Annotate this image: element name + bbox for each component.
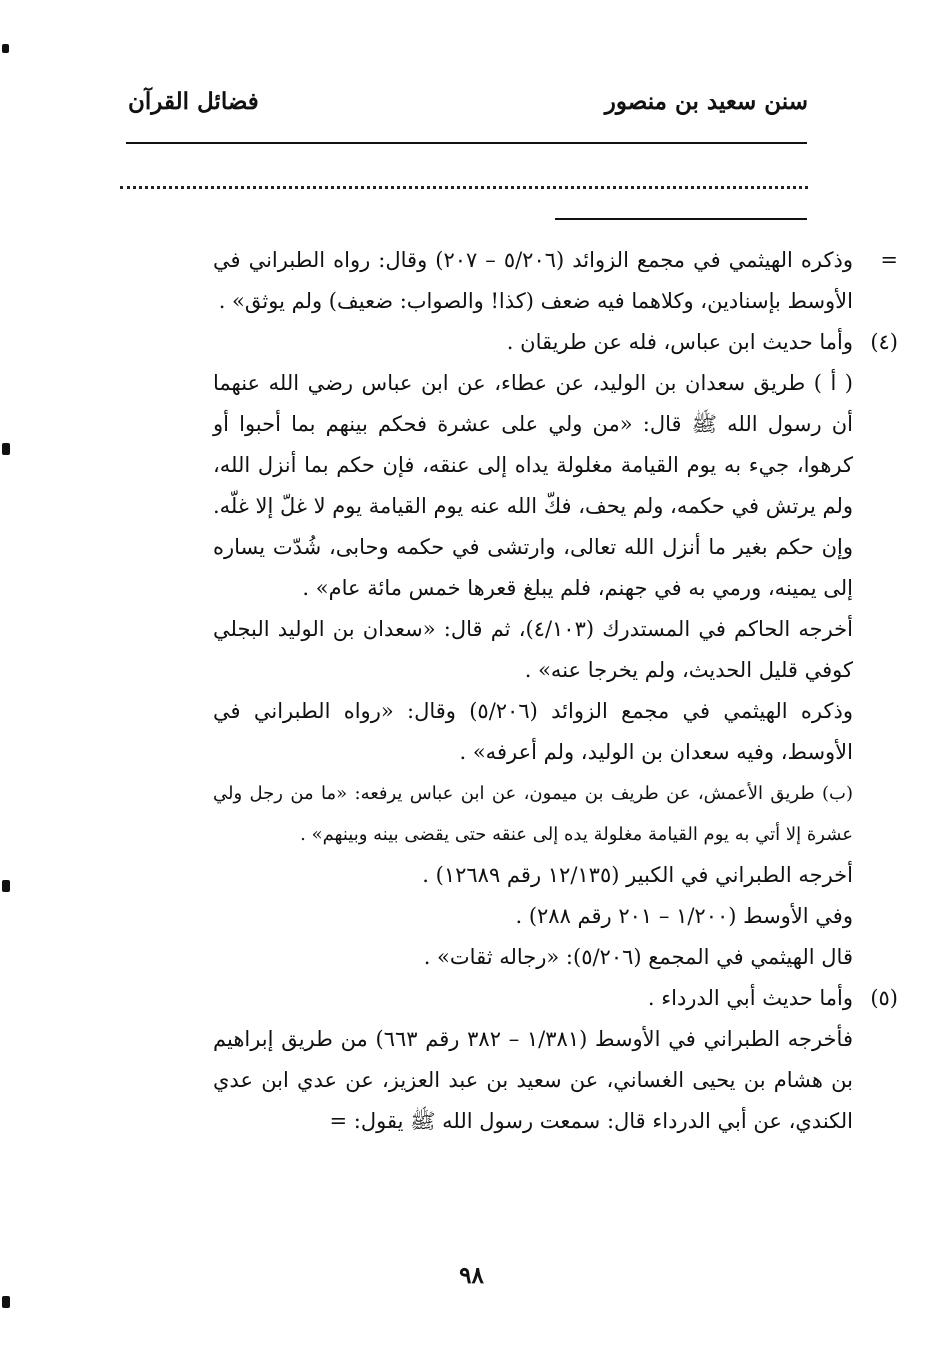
scan-mark-top [2,44,9,53]
paragraph-text: ( أ ) طريق سعدان بن الوليد، عن عطاء، عن ابن عباس رضي الله عنهما أن رسول الله ﷺ قال: «من ولي على عشرة فحكم بينهم بما أحبوا أو كرهوا، جيء به يوم القيامة مغلولة يداه إلى عنقه، فإن حكم بما أنزل الله، ولم يرتش في حكمه، ولم يحف، فكّ الله عنه يوم القيامة يوم لا غلّ إلا غلّه. وإن حكم بغير ما أنزل الله تعالى، وارتشى في حكمه وحابى، شُدّت يساره إلى يمينه، ورمي به في جهنم، فلم يبلغ قعرها خمس مائة عام» . [213,371,853,600]
scan-mark-bottom [2,1296,10,1308]
page-number: ٩٨ [459,1262,484,1289]
scan-mark-upper [2,443,10,455]
paragraph-text: وأما حديث ابن عباس، فله عن طريقان . [506,330,853,354]
paragraph-text: أخرجه الحاكم في المستدرك (٤/١٠٣)، ثم قال: «سعدان بن الوليد البجلي كوفي قليل الحديث، ولم يخرجا عنه» . [213,617,853,682]
paragraph-text: وأما حديث أبي الدرداء . [647,986,853,1010]
footnote-rule [555,218,807,220]
paragraph-text: وذكره الهيثمي في مجمع الزوائد (٥/٢٠٦ – ٢٠٧) وقال: رواه الطبراني في الأوسط بإسنادين، وكلاهما فيه ضعف (كذا! والصواب: ضعيف) ولم يوثق» . [213,248,853,313]
note-number-5: (٥) [870,986,898,1010]
continuation-marker: = [880,248,898,272]
paragraph-route-b [213,773,853,855]
dotted-separator [120,186,808,189]
paragraph-text: وفي الأوسط (١/٢٠٠ – ٢٠١ رقم ٢٨٨) . [515,904,853,928]
book-title: سنن سعيد بن منصور [604,88,808,115]
header-rule [126,142,807,144]
paragraph-text: (ب) طريق الأعمش، عن طريف بن ميمون، عن ابن عباس يرفعه: «ما من رجل ولي عشرة إلا أتي به يوم القيامة مغلولة يده إلى عنقه حتى يقضى بينه وبينهم» . [213,783,853,845]
paragraph-haythami-1 [213,691,853,773]
paragraph-awsat [213,896,853,937]
paragraph-abu-darda [213,1019,853,1142]
paragraph-continuation [213,240,898,322]
paragraph-text: قال الهيثمي في المجمع (٥/٢٠٦): «رجاله ثقات» . [423,945,853,969]
paragraph-tabarani-kabir [213,855,853,896]
page-header [120,88,808,128]
paragraph-text: أخرجه الطبراني في الكبير (١٢/١٣٥ رقم ١٢٦٨٩) . [422,863,853,887]
paragraph-note-4 [213,322,898,363]
paragraph-text: وذكره الهيثمي في مجمع الزوائد (٥/٢٠٦) وقال: «رواه الطبراني في الأوسط، وفيه سعدان بن الوليد، ولم أعرفه» . [213,699,853,764]
footnote-text [213,240,898,1142]
paragraph-haythami-2 [213,937,853,978]
paragraph-hakim [213,609,853,691]
section-title: فضائل القرآن [128,88,259,115]
scan-mark-middle [2,880,10,892]
paragraph-route-a [213,363,853,609]
note-number-4: (٤) [870,330,898,354]
paragraph-text: فأخرجه الطبراني في الأوسط (١/٣٨١ – ٣٨٢ رقم ٦٦٣) من طريق إبراهيم بن هشام بن يحيى الغساني، عن سعيد بن عبد العزيز، عن عدي ابن عدي الكندي، عن أبي الدرداء قال: سمعت رسول الله ﷺ يقول: = [213,1027,853,1133]
paragraph-note-5 [213,978,898,1019]
